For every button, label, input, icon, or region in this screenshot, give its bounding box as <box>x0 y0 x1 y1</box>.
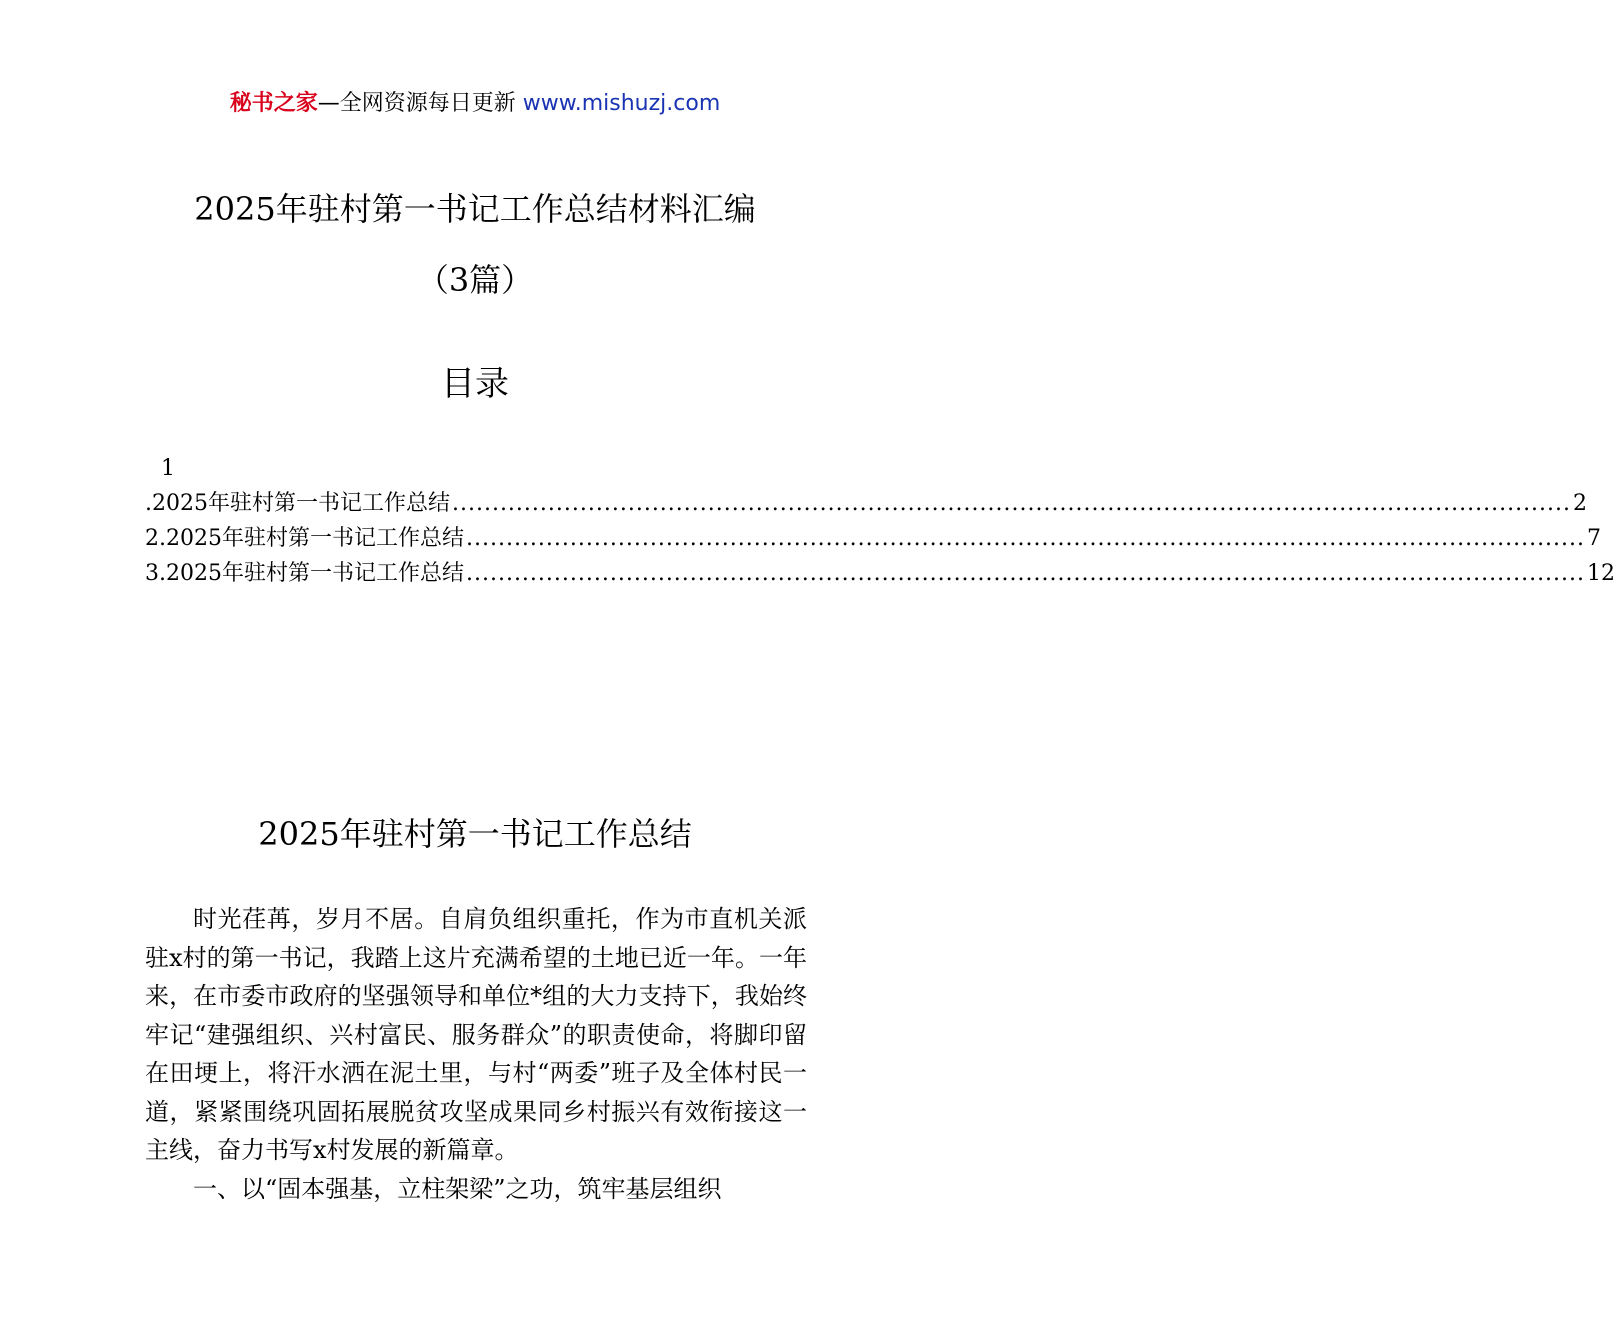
body-heading-line: 一、以“固本强基，立柱架梁”之功，筑牢基层组织 <box>193 1174 722 1203</box>
header-slogan: —全网资源每日更新 <box>317 91 516 116</box>
toc-leader-dots: ............................................................................................................................................ <box>465 561 1586 586</box>
table-of-contents <box>145 452 1615 591</box>
section-body <box>145 900 807 1208</box>
toc-heading: 目录 <box>441 364 509 404</box>
toc-leader-dots: ............................................................................................................................................ <box>451 491 1572 516</box>
toc-item-page: 12 <box>1587 561 1615 586</box>
toc-first-number: 1 <box>161 456 175 481</box>
toc-item-3[interactable] <box>145 556 1615 591</box>
brand-name: 秘书之家 <box>229 91 318 116</box>
toc-item-2[interactable] <box>145 521 1602 556</box>
toc-item-label: .2025年驻村第一书记工作总结 <box>145 491 450 516</box>
toc-item-page: 2 <box>1573 491 1588 516</box>
toc-item-label: 2.2025年驻村第一书记工作总结 <box>145 526 464 551</box>
section-title: 2025年驻村第一书记工作总结 <box>258 815 692 853</box>
site-url-link[interactable]: www.mishuzj.com <box>522 91 721 116</box>
toc-item-1[interactable] <box>145 486 1588 521</box>
toc-item-label: 3.2025年驻村第一书记工作总结 <box>145 561 464 586</box>
body-paragraph: 时光荏苒，岁月不居。自肩负组织重托，作为市直机关派驻x村的第一书记，我踏上这片充满希望的土地已近一年。一年来，在市委市政府的坚强领导和单位*组的大力支持下，我始终牢记“建强组织、兴村富民、服务群众”的职责使命，将脚印留在田埂上，将汗水洒在泥土里，与村“两委”班子及全体村民一道，紧紧围绕巩固拓展脱贫攻坚成果同乡村振兴有效衔接这一主线，奋力书写x村发展的新篇章。 <box>145 905 807 1164</box>
toc-leader-dots: ............................................................................................................................................ <box>465 526 1586 551</box>
document-subtitle: （3篇） <box>416 261 534 299</box>
document-title: 2025年驻村第一书记工作总结材料汇编 <box>194 190 756 228</box>
toc-item-page: 7 <box>1587 526 1602 551</box>
site-header <box>0 88 950 120</box>
